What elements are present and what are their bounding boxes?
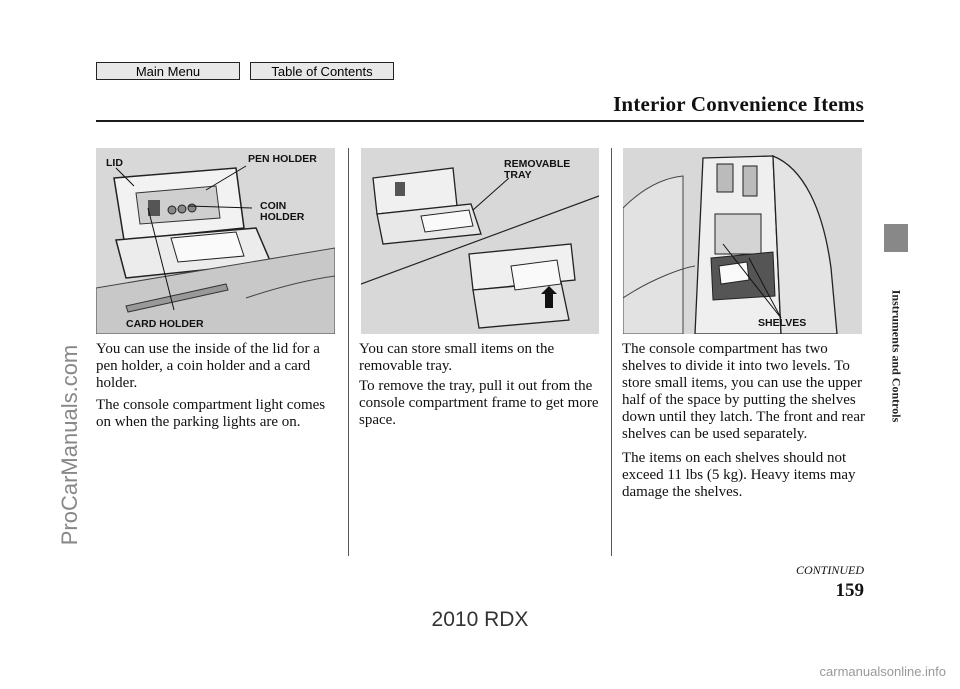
paragraph: To remove the tray, pull it out from the console compartment frame to get more space. [359, 378, 599, 428]
pen-holder-label: PEN HOLDER [248, 153, 317, 165]
paragraph: The console compartment has two shelves to divide it into two levels. To store small items, you can use the upper half of the space by putting the shelves down until they latch. The front and rear shelves can be used separately. [622, 341, 865, 442]
shelves-illustration [623, 148, 862, 334]
removable-tray-illustration [361, 148, 599, 334]
continued-label: CONTINUED [795, 563, 864, 577]
lid-holders-illustration [96, 148, 335, 334]
console-shelves-drawing [623, 148, 862, 334]
column-divider [348, 148, 349, 556]
model-footer: 2010 RDX [431, 608, 529, 631]
paragraph: You can store small items on the removable tray. [359, 341, 555, 374]
page-number: 159 [835, 580, 864, 601]
console-lid-drawing [96, 148, 335, 334]
header-rule [96, 120, 864, 122]
table-of-contents-button[interactable]: Table of Contents [250, 62, 394, 80]
watermark-vertical: ProCarManuals.com [57, 344, 82, 546]
shelves-label: SHELVES [758, 317, 807, 329]
section-title: Interior Convenience Items [613, 92, 864, 116]
section-side-label: Instruments and Controls [889, 289, 904, 423]
section-tab-marker [884, 224, 908, 252]
lid-label: LID [106, 157, 123, 169]
paragraph: The items on each shelves should not exceed 11 lbs (5 kg). Heavy items may damage the shelves. [622, 450, 856, 500]
column-divider [611, 148, 612, 556]
main-menu-button[interactable]: Main Menu [96, 62, 240, 80]
paragraph: The console compartment light comes on when the parking lights are on. [96, 397, 326, 430]
coin-holder-label: COIN HOLDER [260, 200, 305, 223]
removable-tray-label: REMOVABLE TRAY [504, 158, 571, 181]
watermark-bottom: carmanualsonline.info [819, 664, 946, 679]
paragraph: You can use the inside of the lid for a pen holder, a coin holder and a card holder. [96, 341, 320, 391]
card-holder-label: CARD HOLDER [126, 318, 204, 330]
